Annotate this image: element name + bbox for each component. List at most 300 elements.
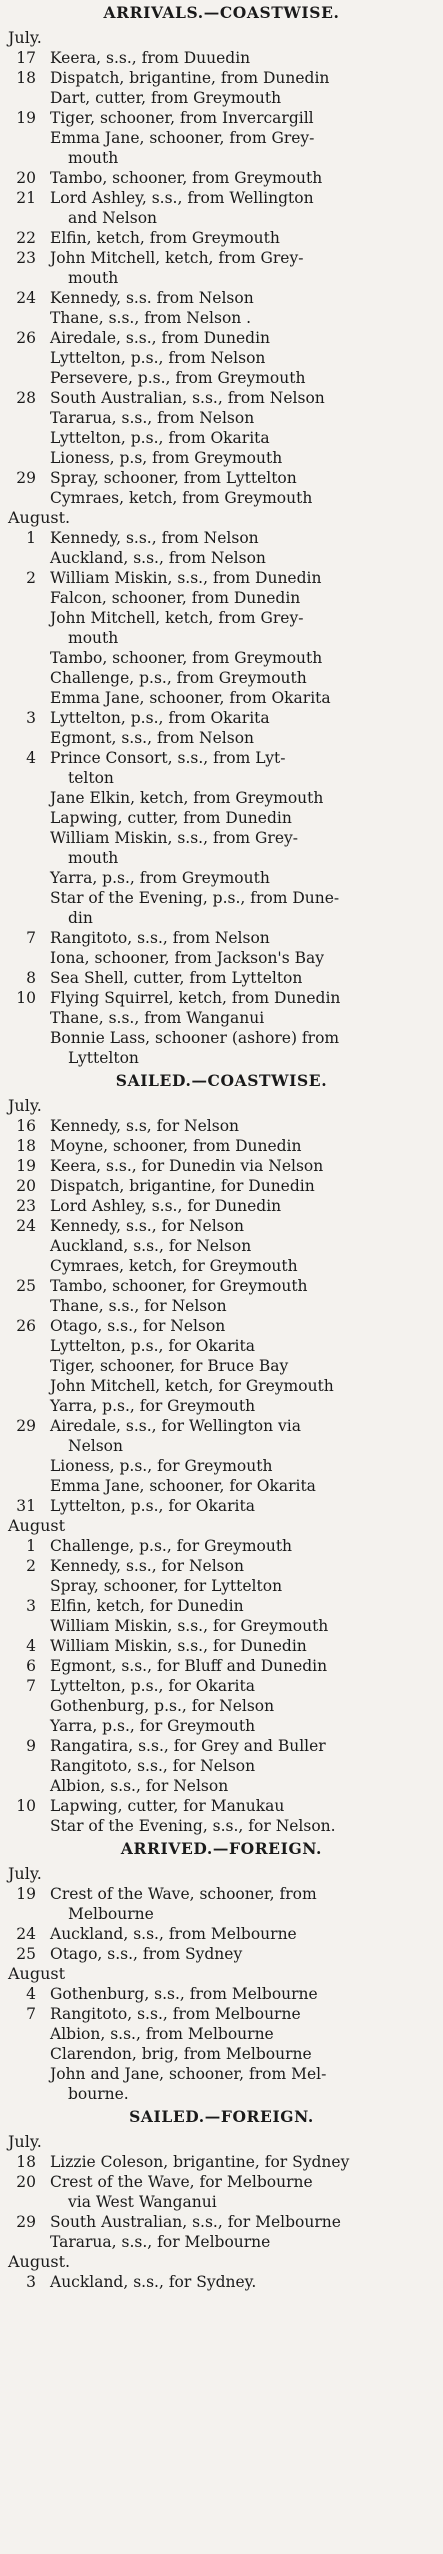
list-item xyxy=(6,1008,437,1028)
list-item xyxy=(6,2004,437,2024)
list-item xyxy=(6,1556,437,1576)
entry-continuation: via West Wanganui xyxy=(68,2193,217,2211)
entry-text xyxy=(50,888,437,928)
entry-line: Rangitoto, s.s., for Nelson xyxy=(50,1757,256,1775)
entry-line: Lord Ashley, s.s., for Dunedin xyxy=(50,1197,282,1215)
entry-continuation: Lyttelton xyxy=(68,1049,139,1067)
entry-text xyxy=(50,2212,437,2232)
entry-line: Crest of the Wave, for Melbourne xyxy=(50,2173,313,2191)
list-item xyxy=(6,68,437,88)
list-item xyxy=(6,888,437,928)
list-item xyxy=(6,1756,437,1776)
entry-line: Tambo, schooner, for Greymouth xyxy=(50,1277,308,1295)
list-item xyxy=(6,748,437,788)
entry-line: Thane, s.s., from Nelson . xyxy=(50,309,252,327)
day-number: 23 xyxy=(16,249,36,267)
list-item xyxy=(6,1636,437,1656)
entry-line: Sea Shell, cutter, from Lyttelton xyxy=(50,969,303,987)
entry-line: Albion, s.s., for Nelson xyxy=(50,1777,229,1795)
entry-line: Airedale, s.s., for Wellington via xyxy=(50,1417,301,1435)
entry-line: Tambo, schooner, from Greymouth xyxy=(50,649,323,667)
list-item xyxy=(6,48,437,68)
list-item xyxy=(6,1816,437,1836)
list-item xyxy=(6,368,437,388)
entry-text xyxy=(50,2232,437,2252)
entry-line: Falcon, schooner, from Dunedin xyxy=(50,589,301,607)
entry-continuation: mouth xyxy=(68,269,119,287)
entry-line: Lapwing, cutter, from Dunedin xyxy=(50,809,292,827)
entry-line: John and Jane, schooner, from Mel- xyxy=(50,2065,327,2083)
entry-line: Tiger, schooner, for Bruce Bay xyxy=(50,1357,289,1375)
list-item xyxy=(6,1276,437,1296)
entry-line: Lioness, p.s., for Greymouth xyxy=(50,1457,273,1475)
day-number: 4 xyxy=(26,1637,36,1655)
list-item xyxy=(6,1376,437,1396)
entry-text xyxy=(50,188,437,228)
list-item xyxy=(6,2044,437,2064)
entry-text xyxy=(50,1556,437,1576)
month-label: August. xyxy=(8,2252,71,2271)
entry-line: Star of the Evening, p.s., from Dune- xyxy=(50,889,340,907)
entry-text xyxy=(50,308,437,328)
entry-text xyxy=(50,2064,437,2104)
entry-continuation: bourne. xyxy=(68,2085,129,2103)
day-number: 29 xyxy=(16,2213,36,2231)
entry-line: Star of the Evening, s.s., for Nelson. xyxy=(50,1817,336,1835)
entry-text xyxy=(50,88,437,108)
list-item xyxy=(6,1396,437,1416)
entry-text xyxy=(50,2004,437,2024)
entry-text xyxy=(50,388,437,408)
day-number: 22 xyxy=(16,229,36,247)
list-item xyxy=(6,1316,437,1336)
entry-text xyxy=(50,248,437,288)
entry-text xyxy=(50,668,437,688)
day-number: 1 xyxy=(26,1537,36,1555)
entry-line: Egmont, s.s., for Bluff and Dunedin xyxy=(50,1657,328,1675)
entry-text xyxy=(50,1316,437,1336)
day-number: 7 xyxy=(26,2005,36,2023)
entry-text xyxy=(50,988,437,1008)
entry-line: Lapwing, cutter, for Manukau xyxy=(50,1797,285,1815)
list-item xyxy=(6,1176,437,1196)
entry-text xyxy=(50,1396,437,1416)
entry-line: Kennedy, s.s., for Nelson xyxy=(50,1557,244,1575)
entry-text xyxy=(50,1296,437,1316)
entry-text xyxy=(50,228,437,248)
entry-line: William Miskin, s.s., for Dunedin xyxy=(50,1637,307,1655)
day-number: 3 xyxy=(26,1597,36,1615)
entry-text xyxy=(50,1276,437,1296)
entry-text xyxy=(50,108,437,128)
month-label: July. xyxy=(8,1864,42,1883)
day-number: 26 xyxy=(16,1317,36,1335)
day-number: 9 xyxy=(26,1737,36,1755)
day-number: 20 xyxy=(16,2173,36,2191)
entry-line: Kennedy, s.s. from Nelson xyxy=(50,289,254,307)
entry-line: Otago, s.s., for Nelson xyxy=(50,1317,226,1335)
entry-continuation: Nelson xyxy=(68,1437,123,1455)
entry-line: John Mitchell, ketch, from Grey- xyxy=(50,249,304,267)
day-number: 3 xyxy=(26,709,36,727)
entry-line: Spray, schooner, from Lyttelton xyxy=(50,469,297,487)
list-item xyxy=(6,2172,437,2212)
day-number: 25 xyxy=(16,1945,36,1963)
entry-text xyxy=(50,128,437,168)
list-item xyxy=(6,728,437,748)
list-item xyxy=(6,1256,437,1276)
list-item xyxy=(6,1924,437,1944)
list-item xyxy=(6,708,437,728)
list-item xyxy=(6,188,437,228)
entry-text xyxy=(50,2024,437,2044)
entry-text xyxy=(50,1816,437,1836)
entry-text xyxy=(50,1636,437,1656)
list-item xyxy=(6,288,437,308)
entry-line: Gothenburg, s.s., from Melbourne xyxy=(50,1985,318,2003)
entry-line: Persevere, p.s., from Greymouth xyxy=(50,369,306,387)
list-item xyxy=(6,2232,437,2252)
day-number: 4 xyxy=(26,749,36,767)
entry-text xyxy=(50,348,437,368)
entry-text xyxy=(50,168,437,188)
month-label: July. xyxy=(8,2132,42,2151)
entry-line: Airedale, s.s., from Dunedin xyxy=(50,329,271,347)
day-number: 29 xyxy=(16,1417,36,1435)
entry-text xyxy=(50,1656,437,1676)
entry-line: Kennedy, s.s., for Nelson xyxy=(50,1217,244,1235)
entry-text xyxy=(50,1576,437,1596)
list-item xyxy=(6,568,437,588)
day-number: 7 xyxy=(26,1677,36,1695)
entry-continuation: mouth xyxy=(68,149,119,167)
entry-text xyxy=(50,1696,437,1716)
entry-line: Lyttelton, p.s., for Okarita xyxy=(50,1337,255,1355)
entry-line: Emma Jane, schooner, from Okarita xyxy=(50,689,331,707)
entry-text xyxy=(50,1984,437,2004)
list-item xyxy=(6,968,437,988)
list-item xyxy=(6,608,437,648)
entry-text xyxy=(50,1756,437,1776)
entry-text xyxy=(50,1376,437,1396)
entry-line: Prince Consort, s.s., from Lyt- xyxy=(50,749,286,767)
entry-line: Thane, s.s., from Wanganui xyxy=(50,1009,265,1027)
entry-text xyxy=(50,1616,437,1636)
list-item xyxy=(6,88,437,108)
entry-text xyxy=(50,408,437,428)
list-item xyxy=(6,1456,437,1476)
list-item xyxy=(6,2212,437,2232)
list-item xyxy=(6,1116,437,1136)
day-number: 18 xyxy=(16,69,36,87)
month-label: July. xyxy=(8,1096,42,1115)
entry-line: Rangatira, s.s., for Grey and Buller xyxy=(50,1737,326,1755)
list-item xyxy=(6,1216,437,1236)
entry-line: Thane, s.s., for Nelson xyxy=(50,1297,227,1315)
list-item xyxy=(6,108,437,128)
entry-text xyxy=(50,568,437,588)
list-item xyxy=(6,448,437,468)
list-item xyxy=(6,488,437,508)
entry-line: Keera, s.s., from Duuedin xyxy=(50,49,251,67)
day-number: 3 xyxy=(26,2273,36,2291)
entry-line: Jane Elkin, ketch, from Greymouth xyxy=(50,789,324,807)
entry-text xyxy=(50,468,437,488)
day-number: 29 xyxy=(16,469,36,487)
entry-text xyxy=(50,428,437,448)
entry-text xyxy=(50,808,437,828)
day-number: 10 xyxy=(16,989,36,1007)
entry-line: Moyne, schooner, from Dunedin xyxy=(50,1137,302,1155)
entry-text xyxy=(50,708,437,728)
entry-text xyxy=(50,1416,437,1456)
entry-text xyxy=(50,1944,437,1964)
entry-line: Rangitoto, s.s., from Nelson xyxy=(50,929,270,947)
entry-line: William Miskin, s.s., from Grey- xyxy=(50,829,298,847)
entry-line: Kennedy, s.s, for Nelson xyxy=(50,1117,240,1135)
day-number: 19 xyxy=(16,109,36,127)
section-heading: SAILED.—COASTWISE. xyxy=(115,1071,328,1090)
entry-line: John Mitchell, ketch, from Grey- xyxy=(50,609,304,627)
list-item xyxy=(6,308,437,328)
section xyxy=(6,0,437,1068)
entry-text xyxy=(50,1776,437,1796)
entry-line: John Mitchell, ketch, for Greymouth xyxy=(50,1377,334,1395)
list-item xyxy=(6,1476,437,1496)
entry-text xyxy=(50,1456,437,1476)
entry-text xyxy=(50,588,437,608)
entry-line: William Miskin, s.s., for Greymouth xyxy=(50,1617,329,1635)
day-number: 2 xyxy=(26,1557,36,1575)
list-item xyxy=(6,548,437,568)
list-item xyxy=(6,868,437,888)
entry-line: Challenge, p.s., for Greymouth xyxy=(50,1537,293,1555)
list-item xyxy=(6,1776,437,1796)
section xyxy=(6,1836,437,2104)
entry-line: Kennedy, s.s., from Nelson xyxy=(50,529,259,547)
list-item xyxy=(6,988,437,1008)
list-item xyxy=(6,2024,437,2044)
entry-line: Bonnie Lass, schooner (ashore) from xyxy=(50,1029,340,1047)
list-item xyxy=(6,1236,437,1256)
list-item xyxy=(6,928,437,948)
list-item xyxy=(6,688,437,708)
list-item xyxy=(6,2272,437,2292)
day-number: 20 xyxy=(16,1177,36,1195)
entry-text xyxy=(50,728,437,748)
list-item xyxy=(6,2152,437,2172)
month-label: August xyxy=(8,1964,66,1983)
entry-text xyxy=(50,648,437,668)
entry-text xyxy=(50,828,437,868)
entry-line: Lyttelton, p.s., for Okarita xyxy=(50,1497,255,1515)
entry-line: Flying Squirrel, ketch, from Dunedin xyxy=(50,989,341,1007)
entry-text xyxy=(50,928,437,948)
day-number: 24 xyxy=(16,289,36,307)
entry-text xyxy=(50,2044,437,2064)
day-number: 24 xyxy=(16,1217,36,1235)
entry-line: Elfin, ketch, for Dunedin xyxy=(50,1597,244,1615)
list-item xyxy=(6,1796,437,1816)
month-label: August xyxy=(8,1516,66,1535)
day-number: 19 xyxy=(16,1885,36,1903)
day-number: 28 xyxy=(16,389,36,407)
day-number: 10 xyxy=(16,1797,36,1815)
entry-text xyxy=(50,1596,437,1616)
entry-line: Yarra, p.s., from Greymouth xyxy=(50,869,270,887)
list-item xyxy=(6,1676,437,1696)
day-number: 25 xyxy=(16,1277,36,1295)
list-item xyxy=(6,168,437,188)
list-item xyxy=(6,1416,437,1456)
entry-line: Tararua, s.s., for Melbourne xyxy=(50,2233,271,2251)
entry-line: Elfin, ketch, from Greymouth xyxy=(50,229,280,247)
entry-text xyxy=(50,1236,437,1256)
entry-line: Keera, s.s., for Dunedin via Nelson xyxy=(50,1157,324,1175)
list-item xyxy=(6,248,437,288)
entry-line: Emma Jane, schooner, from Grey- xyxy=(50,129,315,147)
entry-line: Lord Ashley, s.s., from Wellington xyxy=(50,189,314,207)
day-number: 23 xyxy=(16,1197,36,1215)
entry-continuation: din xyxy=(68,909,93,927)
section-heading: ARRIVED.—FOREIGN. xyxy=(120,1839,323,1858)
day-number: 31 xyxy=(16,1497,36,1515)
entry-text xyxy=(50,1196,437,1216)
month-label: July. xyxy=(8,28,42,47)
list-item xyxy=(6,1576,437,1596)
entry-line: Iona, schooner, from Jackson's Bay xyxy=(50,949,324,967)
list-item xyxy=(6,1536,437,1556)
entry-line: South Australian, s.s., for Melbourne xyxy=(50,2213,341,2231)
entry-text xyxy=(50,1336,437,1356)
list-item xyxy=(6,1656,437,1676)
entry-text xyxy=(50,1716,437,1736)
entry-line: Otago, s.s., from Sydney xyxy=(50,1945,243,1963)
day-number: 17 xyxy=(16,49,36,67)
list-item xyxy=(6,2064,437,2104)
entry-continuation: mouth xyxy=(68,849,119,867)
day-number: 1 xyxy=(26,529,36,547)
entry-line: Tambo, schooner, from Greymouth xyxy=(50,169,323,187)
entry-line: Tiger, schooner, from Invercargill xyxy=(50,109,314,127)
entry-continuation: telton xyxy=(68,769,114,787)
entry-text xyxy=(50,788,437,808)
entry-text xyxy=(50,1028,437,1068)
entry-line: Cymraes, ketch, for Greymouth xyxy=(50,1257,298,1275)
entry-line: Tararua, s.s., from Nelson xyxy=(50,409,255,427)
entry-text xyxy=(50,1796,437,1816)
entry-line: Lyttelton, p.s., for Okarita xyxy=(50,1677,255,1695)
entry-text xyxy=(50,328,437,348)
entry-line: Yarra, p.s., for Greymouth xyxy=(50,1397,256,1415)
day-number: 19 xyxy=(16,1157,36,1175)
entry-text xyxy=(50,1476,437,1496)
list-item xyxy=(6,388,437,408)
list-item xyxy=(6,668,437,688)
entry-line: Crest of the Wave, schooner, from xyxy=(50,1885,317,1903)
entry-text xyxy=(50,548,437,568)
list-item xyxy=(6,1596,437,1616)
entry-line: Lyttelton, p.s., from Okarita xyxy=(50,709,270,727)
list-item xyxy=(6,1884,437,1924)
entry-line: Dispatch, brigantine, from Dunedin xyxy=(50,69,330,87)
entry-text xyxy=(50,2172,437,2212)
day-number: 20 xyxy=(16,169,36,187)
list-item xyxy=(6,428,437,448)
day-number: 7 xyxy=(26,929,36,947)
entry-line: Spray, schooner, for Lyttelton xyxy=(50,1577,283,1595)
list-item xyxy=(6,648,437,668)
list-item xyxy=(6,1356,437,1376)
entry-line: Yarra, p.s., for Greymouth xyxy=(50,1717,256,1735)
day-number: 21 xyxy=(16,189,36,207)
entry-line: Cymraes, ketch, from Greymouth xyxy=(50,489,313,507)
entry-line: Emma Jane, schooner, for Okarita xyxy=(50,1477,316,1495)
day-number: 16 xyxy=(16,1117,36,1135)
day-number: 2 xyxy=(26,569,36,587)
list-item xyxy=(6,788,437,808)
entry-line: Challenge, p.s., from Greymouth xyxy=(50,669,307,687)
entry-text xyxy=(50,948,437,968)
list-item xyxy=(6,1156,437,1176)
section-heading: SAILED.—FOREIGN. xyxy=(129,2107,314,2126)
entry-line: Auckland, s.s., from Melbourne xyxy=(50,1925,297,1943)
entry-text xyxy=(50,48,437,68)
list-item xyxy=(6,1336,437,1356)
entry-text xyxy=(50,528,437,548)
entry-text xyxy=(50,1008,437,1028)
entry-line: Auckland, s.s., from Nelson xyxy=(50,549,266,567)
list-item xyxy=(6,588,437,608)
entry-text xyxy=(50,2272,437,2292)
list-item xyxy=(6,328,437,348)
list-item xyxy=(6,1696,437,1716)
entry-text xyxy=(50,1496,437,1516)
section-heading: ARRIVALS.—COASTWISE. xyxy=(103,3,340,22)
entry-text xyxy=(50,1156,437,1176)
entry-text xyxy=(50,688,437,708)
list-item xyxy=(6,528,437,548)
entry-continuation: Melbourne xyxy=(68,1905,154,1923)
day-number: 26 xyxy=(16,329,36,347)
list-item xyxy=(6,1736,437,1756)
entry-text xyxy=(50,2152,437,2172)
list-item xyxy=(6,1028,437,1068)
entry-text xyxy=(50,368,437,388)
entry-text xyxy=(50,288,437,308)
list-item xyxy=(6,808,437,828)
day-number: 18 xyxy=(16,1137,36,1155)
entry-text xyxy=(50,1356,437,1376)
entry-text xyxy=(50,1676,437,1696)
list-item xyxy=(6,408,437,428)
list-item xyxy=(6,1296,437,1316)
entry-text xyxy=(50,68,437,88)
entry-line: Albion, s.s., from Melbourne xyxy=(50,2025,274,2043)
entry-text xyxy=(50,608,437,648)
entry-line: Lioness, p.s, from Greymouth xyxy=(50,449,283,467)
list-item xyxy=(6,1616,437,1636)
list-item xyxy=(6,128,437,168)
entry-text xyxy=(50,488,437,508)
entry-line: Lyttelton, p.s., from Nelson xyxy=(50,349,266,367)
day-number: 24 xyxy=(16,1925,36,1943)
entry-line: Lizzie Coleson, brigantine, for Sydney xyxy=(50,2153,350,2171)
list-item xyxy=(6,1944,437,1964)
entry-line: Dart, cutter, from Greymouth xyxy=(50,89,282,107)
entry-line: Auckland, s.s., for Nelson xyxy=(50,1237,252,1255)
entry-text xyxy=(50,1136,437,1156)
